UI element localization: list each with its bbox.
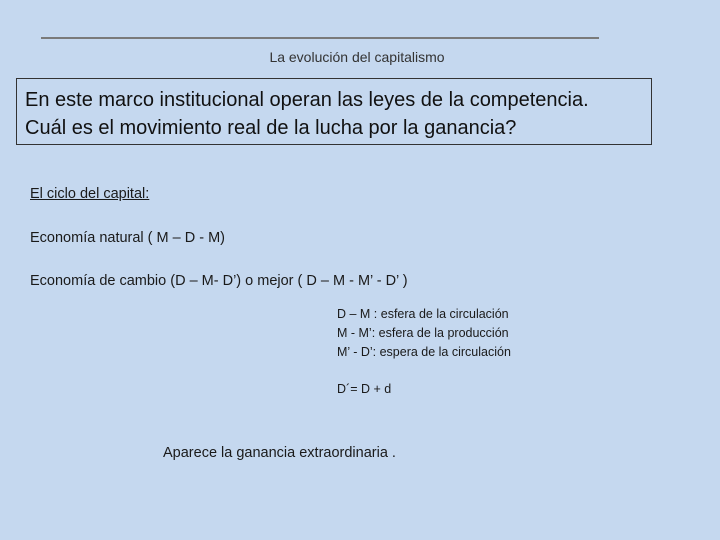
title-divider-line xyxy=(41,37,599,39)
formula: D´= D + d xyxy=(337,382,392,396)
exchange-economy-line: Economía de cambio (D – M- D’) o mejor ( D – M - M’ - D’ ) xyxy=(30,273,408,289)
question-line-2: Cuál es el movimiento real de la lucha por la ganancia? xyxy=(25,117,517,139)
question-line-1: En este marco institucional operan las leyes de la competencia. xyxy=(25,89,589,111)
spheres-list xyxy=(337,305,511,362)
sphere-item-circulation: D – M : esfera de la circulación xyxy=(337,307,509,321)
slide-title: La evolución del capitalismo xyxy=(269,49,445,65)
question-box xyxy=(16,78,652,145)
natural-economy-line: Economía natural ( M – D - M) xyxy=(30,230,225,246)
conclusion-text: Aparece la ganancia extraordinaria . xyxy=(163,445,396,461)
sphere-item-circulation-2: M’ - D’: espera de la circulación xyxy=(337,345,511,359)
capital-cycle-heading: El ciclo del capital: xyxy=(30,186,150,202)
sphere-item-production: M - M’: esfera de la producción xyxy=(337,326,509,340)
